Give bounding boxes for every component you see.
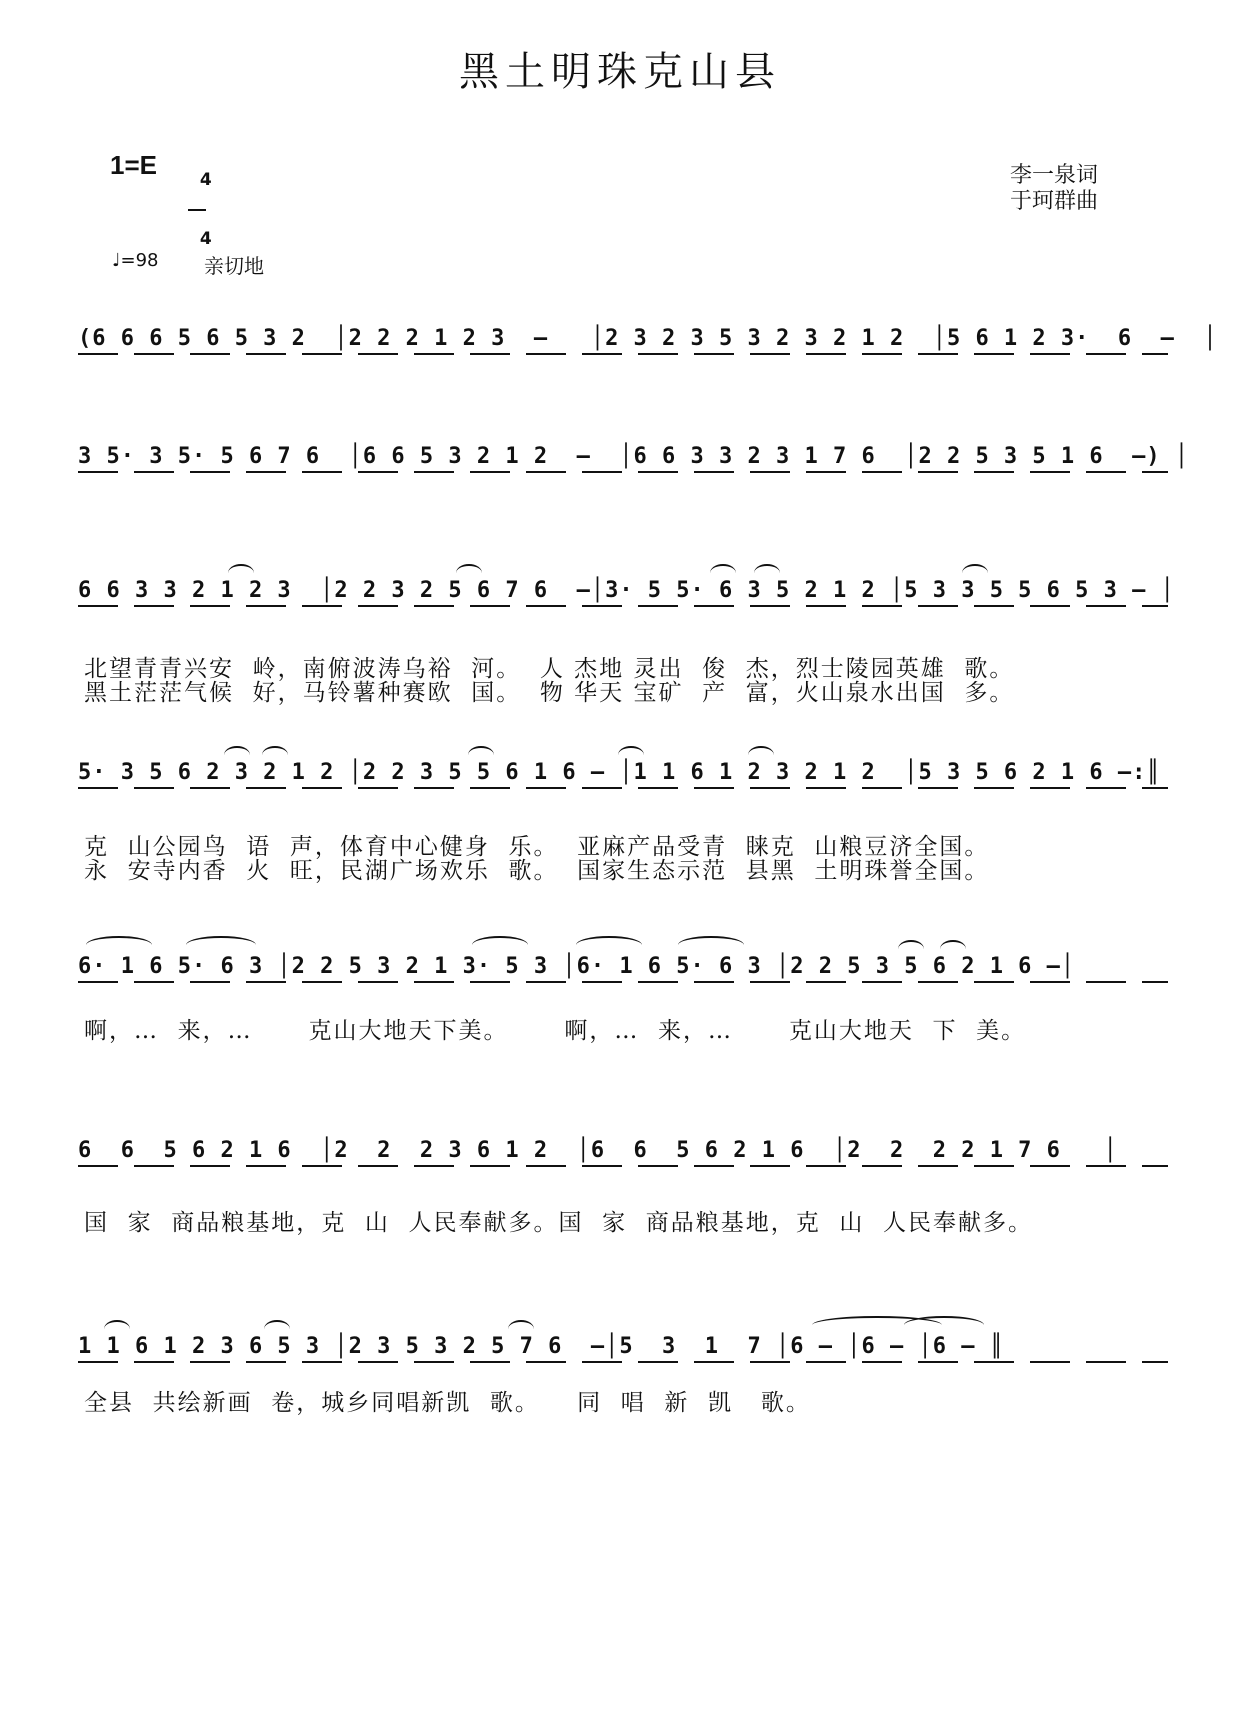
staff-line-3 — [78, 578, 1175, 638]
lyricist-credit: 李一泉词 — [1010, 163, 1099, 188]
notes-line-7: 1 1 6 1 2 3 6 5 3 │2 3 5 3 2 5 7 6 –│5 3 1 7 │6 – │6 – │6 – ║ — [78, 1334, 1004, 1359]
expression-marking: 亲切地 — [204, 254, 264, 278]
staff-line-6 — [78, 1138, 1168, 1198]
staff-line-2 — [78, 444, 1190, 504]
lyrics-line-3-verse-2: 黑土茫茫气候 好，马铃薯种赛欧 国。 物 华天 宝矿 产 富，火山泉水出国 多。 — [84, 680, 1015, 706]
staff-line-4 — [78, 760, 1168, 820]
notes-line-2: 3 5· 3 5· 5 6 7 6 │6 6 5 3 2 1 2 – │6 6 3 3 2 3 1 7 6 │2 2 5 3 5 1 6 –) │ — [78, 444, 1190, 469]
staff-line-5 — [78, 954, 1168, 1014]
lyrics-line-4-verse-2: 永 安寺内香 火 旺，民湖广场欢乐 歌。 国家生态示范 县黑 土明珠誉全国。 — [84, 858, 990, 884]
lyrics-line-3-verse-1: 北望青青兴安 岭，南俯波涛乌裕 河。 人 杰地 灵出 俊 杰，烈士陵园英雄 歌。 — [84, 656, 1015, 682]
key-signature: 1=E — [110, 150, 157, 180]
notes-line-1: (6 6 6 5 6 5 3 2 │2 2 2 1 2 3 – │2 3 2 3 5 3 2 3 2 1 2 │5 6 1 2 3· 6 – │ — [78, 326, 1218, 351]
time-signature-top: 4 — [199, 170, 212, 190]
notes-line-6: 6 6 5 6 2 1 6 │2 2 2 3 6 1 2 │6 6 5 6 2 1 6 │2 2 2 2 1 7 6 │ — [78, 1138, 1118, 1163]
time-signature — [188, 152, 212, 249]
notes-line-4: 5· 3 5 6 2 3 2 1 2 │2 2 3 5 5 6 1 6 – │1 1 6 1 2 3 2 1 2 │5 3 5 6 2 1 6 –:║ — [78, 760, 1161, 785]
tempo-marking: ♩=98 — [112, 250, 159, 271]
lyrics-line-7: 全县 共绘新画 卷，城乡同唱新凯 歌。 同 唱 新 凯 歌。 — [84, 1390, 811, 1416]
staff-line-1 — [78, 326, 1218, 386]
song-title: 黑土明珠克山县 — [459, 49, 781, 95]
composer-credit: 于珂群曲 — [1010, 189, 1099, 214]
notes-line-3: 6 6 3 3 2 1 2 3 │2 2 3 2 5 6 7 6 –│3· 5 5· 6 3 5 2 1 2 │5 3 3 5 5 6 5 3 – │ — [78, 578, 1175, 603]
notes-line-5: 6· 1 6 5· 6 3 │2 2 5 3 2 1 3· 5 3 │6· 1 6 5· 6 3 │2 2 5 3 5 6 2 1 6 –│ — [78, 954, 1076, 979]
lyrics-line-6: 国 家 商品粮基地，克 山 人民奉献多。国 家 商品粮基地，克 山 人民奉献多。 — [84, 1210, 1033, 1236]
lyrics-line-4-verse-1: 克 山公园鸟 语 声，体育中心健身 乐。 亚麻产品受青 睐克 山粮豆济全国。 — [84, 834, 990, 860]
time-signature-bottom: 4 — [199, 229, 212, 249]
lyrics-line-5: 啊，… 来，… 克山大地天下美。 啊，… 来，… 克山大地天 下 美。 — [84, 1018, 1027, 1044]
